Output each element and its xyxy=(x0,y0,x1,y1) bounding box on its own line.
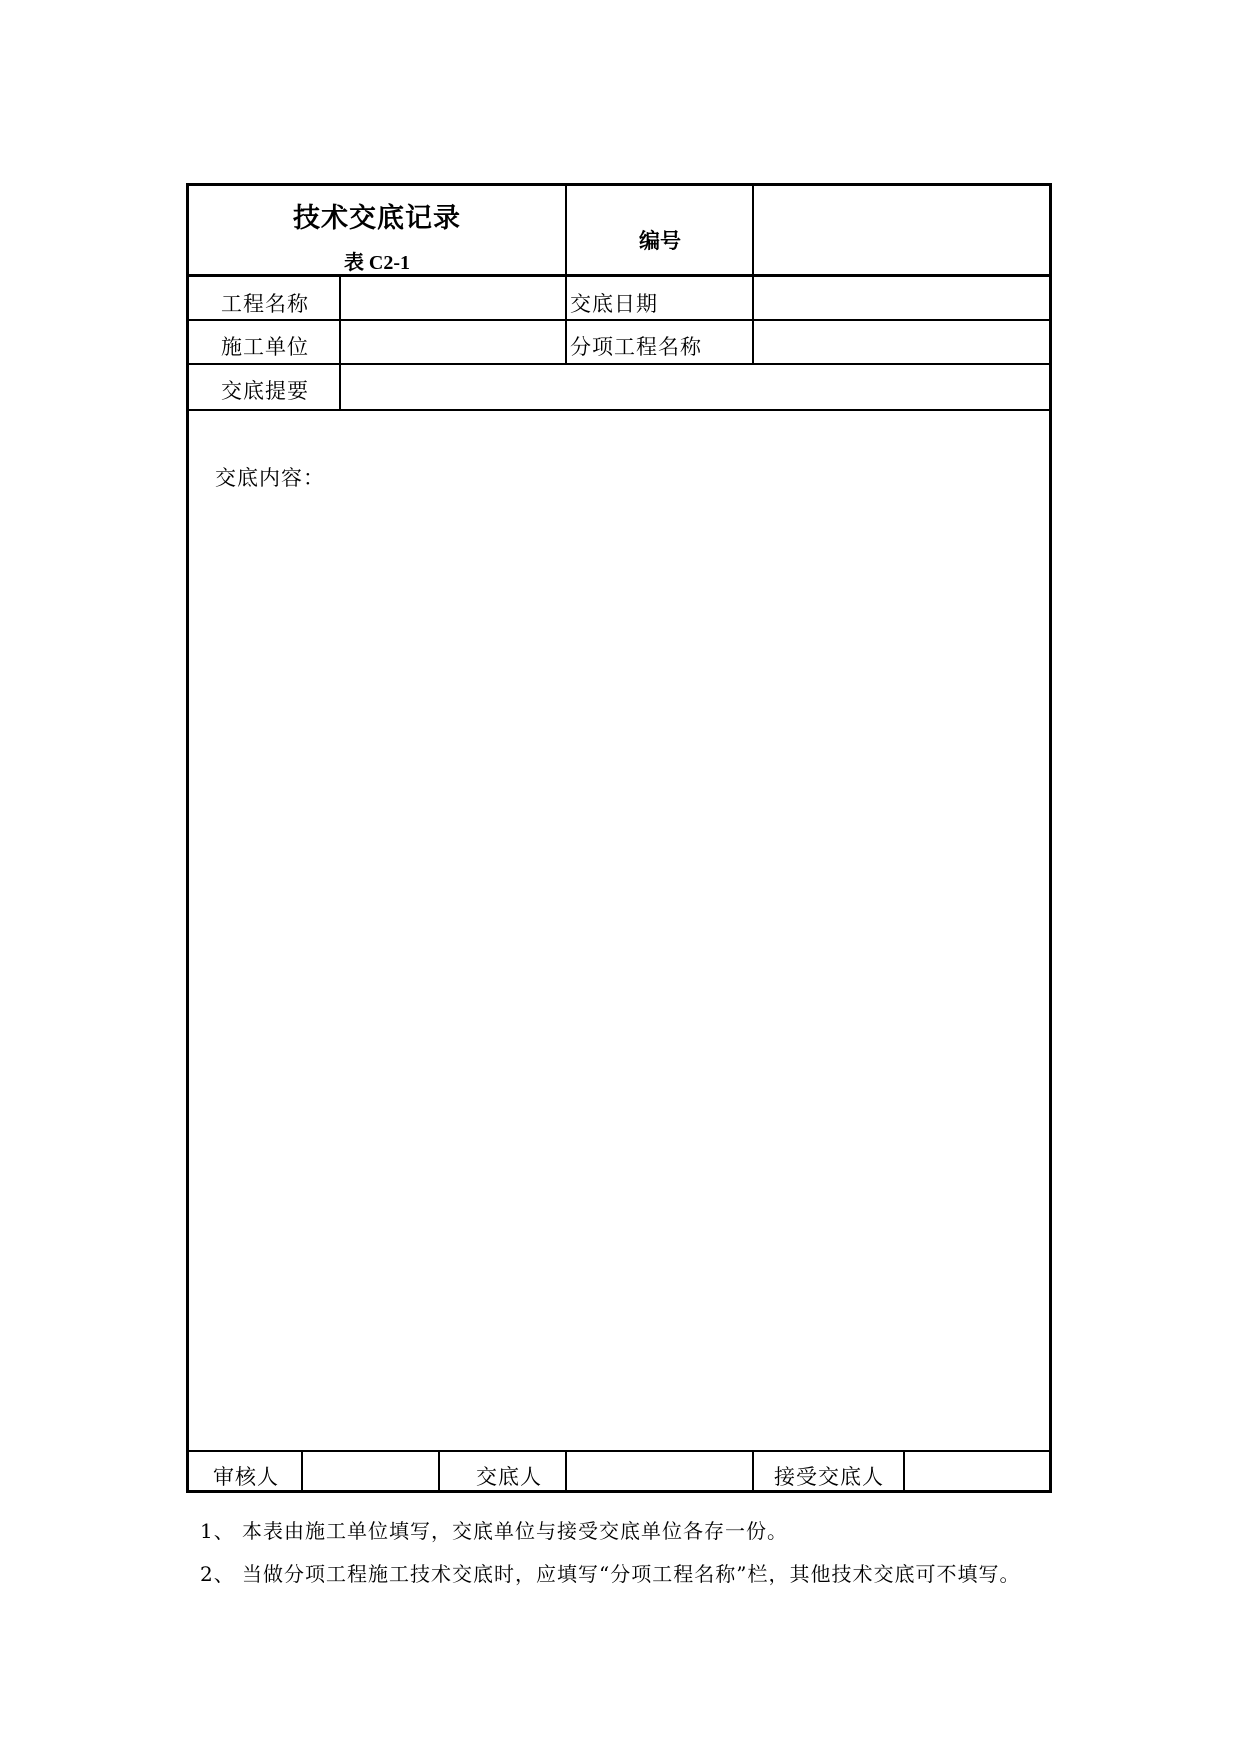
contractor-field[interactable] xyxy=(341,323,563,361)
divider xyxy=(565,274,567,364)
technical-briefing-form xyxy=(186,183,1052,1493)
contractor-label: 施工单位 xyxy=(221,335,309,359)
code-label: 编号 xyxy=(639,229,681,253)
divider xyxy=(189,274,1049,277)
note-number: 1、 xyxy=(200,1519,235,1543)
reviewer-field[interactable] xyxy=(303,1453,435,1489)
divider xyxy=(189,319,1049,321)
note-number: 2、 xyxy=(200,1562,235,1586)
presenter-field[interactable] xyxy=(567,1453,750,1489)
content-field[interactable] xyxy=(191,413,1049,1428)
divider xyxy=(752,1450,754,1490)
subproject-label: 分项工程名称 xyxy=(570,335,702,359)
divider xyxy=(189,1450,1049,1452)
note-1 xyxy=(200,1515,788,1544)
note-text: 本表由施工单位填写，交底单位与接受交底单位各存一份。 xyxy=(242,1519,788,1543)
divider xyxy=(752,186,754,274)
subproject-field[interactable] xyxy=(756,323,1049,361)
content-label: 交底内容： xyxy=(215,466,325,490)
receiver-field[interactable] xyxy=(905,1453,1049,1489)
project-name-field[interactable] xyxy=(341,278,563,316)
receiver-label: 接受交底人 xyxy=(774,1465,884,1489)
divider xyxy=(565,186,567,274)
summary-label: 交底提要 xyxy=(221,379,309,403)
form-title: 技术交底记录 xyxy=(293,203,461,234)
code-value-field[interactable] xyxy=(756,188,1049,272)
divider xyxy=(189,363,1049,365)
project-name-label: 工程名称 xyxy=(221,292,309,316)
divider xyxy=(438,1450,440,1490)
date-label: 交底日期 xyxy=(570,292,658,316)
reviewer-label: 审核人 xyxy=(213,1465,279,1489)
divider xyxy=(189,409,1049,411)
summary-field[interactable] xyxy=(341,367,1049,407)
form-subtitle: 表 C2-1 xyxy=(343,252,411,274)
date-field[interactable] xyxy=(756,278,1049,316)
note-2 xyxy=(200,1558,1020,1587)
presenter-label: 交底人 xyxy=(476,1465,542,1489)
note-text: 当做分项工程施工技术交底时，应填写“分项工程名称”栏，其他技术交底可不填写。 xyxy=(242,1562,1021,1586)
divider xyxy=(752,274,754,364)
